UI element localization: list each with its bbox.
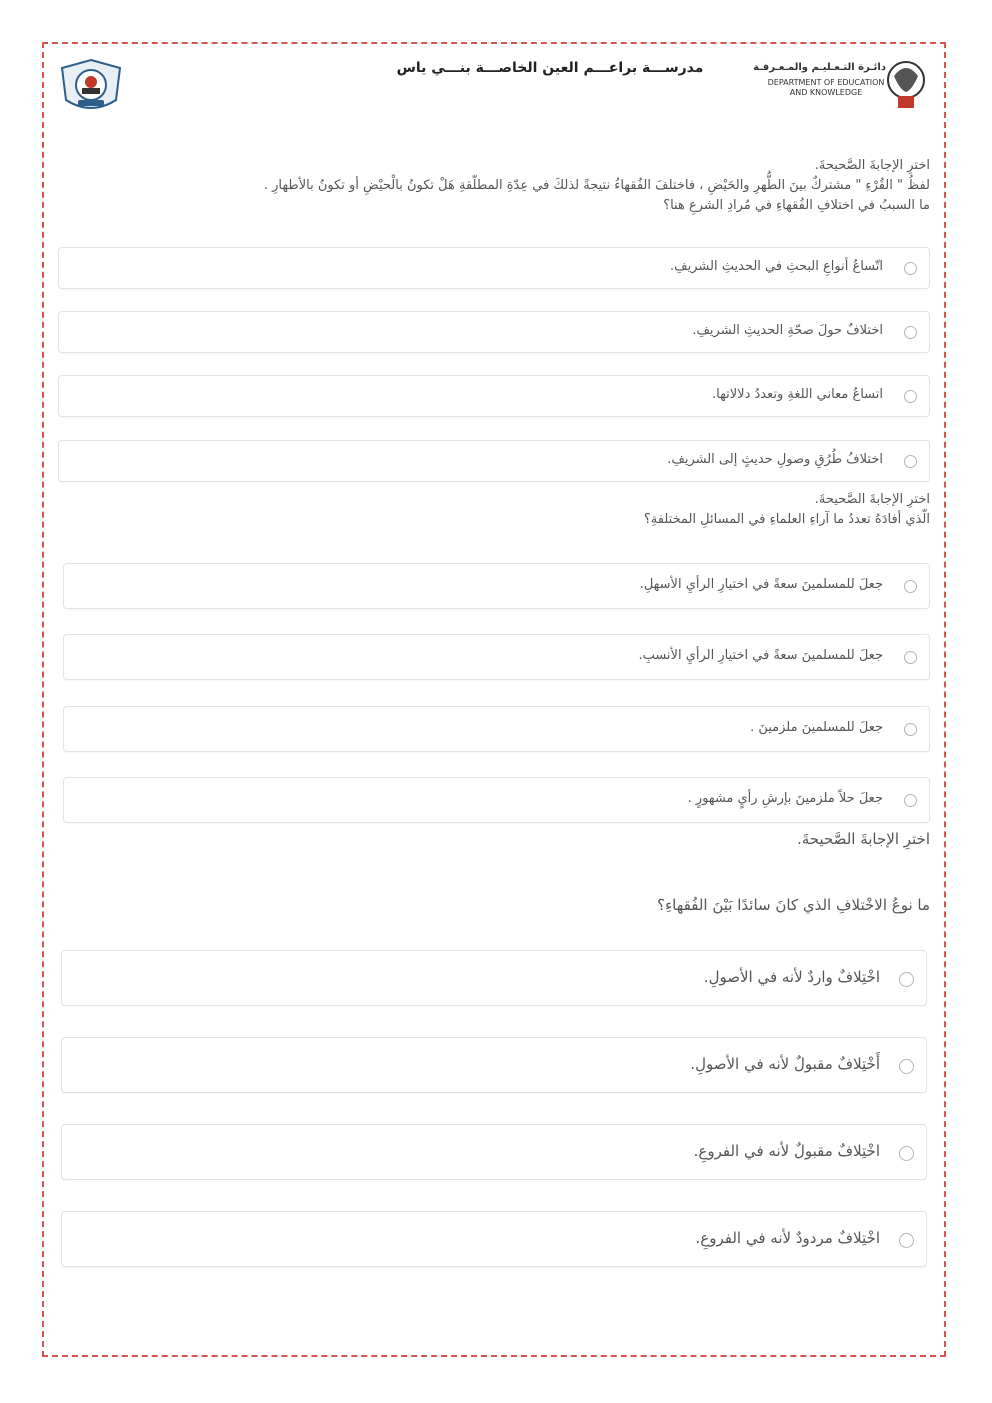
answer-option[interactable] — [63, 777, 930, 823]
option-label: اختلافُ طُرُقِ وصولِ حديثٍ إلى الشريفِ. — [667, 452, 883, 467]
option-label: جعلَ حلاً ملزمينَ بإرشِ رأيٍ مشهورٍ . — [687, 791, 883, 806]
answer-option[interactable] — [58, 440, 930, 482]
radio-button[interactable] — [899, 1059, 914, 1074]
option-label: جعلَ للمسلمينَ سعةً في اختيارِ الرأيِ الأنسبِ. — [638, 648, 883, 663]
option-label: أَخْتِلافٌ مقبولٌ لأنه في الأصولِ. — [690, 1055, 880, 1073]
answer-option[interactable] — [61, 1211, 927, 1267]
department-logo — [753, 56, 936, 114]
radio-button[interactable] — [904, 723, 917, 736]
question-1-text — [264, 156, 930, 216]
option-label: اخْتِلافٌ واردٌ لأنه في الأصولِ. — [703, 968, 880, 986]
answer-option[interactable] — [61, 1037, 927, 1093]
option-label: اتّساعُ أنواعِ البحثِ في الحديثِ الشريفِ. — [670, 259, 883, 274]
option-label: اتساعُ معاني اللغةِ وتعددُ دلالاتها. — [712, 387, 883, 402]
radio-button[interactable] — [899, 972, 914, 987]
radio-button[interactable] — [904, 390, 917, 403]
radio-button[interactable] — [899, 1146, 914, 1161]
radio-button[interactable] — [904, 262, 917, 275]
answer-option[interactable] — [63, 706, 930, 752]
school-name: مدرســـة براعـــم العين الخاصـــة بنـــي ياس — [396, 60, 704, 76]
answer-option[interactable] — [58, 247, 930, 289]
answer-option[interactable] — [58, 311, 930, 353]
option-label: جعلَ للمسلمينَ ملزمينَ . — [750, 720, 883, 735]
radio-button[interactable] — [904, 580, 917, 593]
option-label: جعلَ للمسلمينَ سعةً في اختيارِ الرأيِ الأسهلِ. — [639, 577, 883, 592]
question-context: لفظُ " القُرْءِ " مشتركٌ بينَ الطُّهرِ والحَيْضِ ، فاختلفَ الفُقهاءُ نتيجةً لذلكَ في عِدّةِ المطلّقةِ هَلْ تكونُ بالْحيْضِ أو تكونُ بالأطهارِ . — [263, 178, 930, 193]
answer-option[interactable] — [61, 950, 927, 1006]
question-instruction: اخترِ الإجابةَ الصَّحيحةَ. — [814, 492, 930, 507]
question-instruction: اخترِ الإجابةَ الصَّحيحةَ. — [814, 158, 930, 173]
radio-button[interactable] — [904, 651, 917, 664]
answer-option[interactable] — [63, 634, 930, 680]
option-label: اخْتِلافٌ مقبولٌ لأنه في الفروعِ. — [693, 1142, 880, 1160]
question-instruction: اخترِ الإجابةَ الصَّحيحةَ. — [796, 830, 930, 848]
answer-option[interactable] — [58, 375, 930, 417]
answer-option[interactable] — [61, 1124, 927, 1180]
emblem-icon — [884, 56, 928, 112]
question-stem: الّذي أفادَهُ تعددُ ما آراءِ العلماءِ في المسائلِ المختلفةِ؟ — [643, 512, 930, 527]
radio-button[interactable] — [904, 794, 917, 807]
answer-option[interactable] — [63, 563, 930, 609]
radio-button[interactable] — [904, 455, 917, 468]
dept-name-ar: دائـرة التـعـليـم والمـعـرفـة — [753, 62, 886, 73]
option-label: اخْتِلافٌ مردودٌ لأنه في الفروعِ. — [695, 1229, 880, 1247]
question-stem: ما السببُ في اختلافِ الفُقهاءِ في مُرادِ الشرعِ هنا؟ — [663, 198, 930, 213]
radio-button[interactable] — [904, 326, 917, 339]
radio-button[interactable] — [899, 1233, 914, 1248]
dept-name-en: DEPARTMENT OF EDUCATION AND KNOWLEDGE — [767, 78, 885, 97]
question-stem: ما نوعُ الاخْتلافِ الذي كانَ سائدًا بَيْنَ الفُقهاءِ؟ — [657, 896, 930, 914]
question-2-text — [644, 490, 930, 530]
option-label: اختلافٌ حولَ صحّةِ الحديثِ الشريفِ. — [692, 323, 883, 338]
school-logo — [58, 58, 124, 116]
